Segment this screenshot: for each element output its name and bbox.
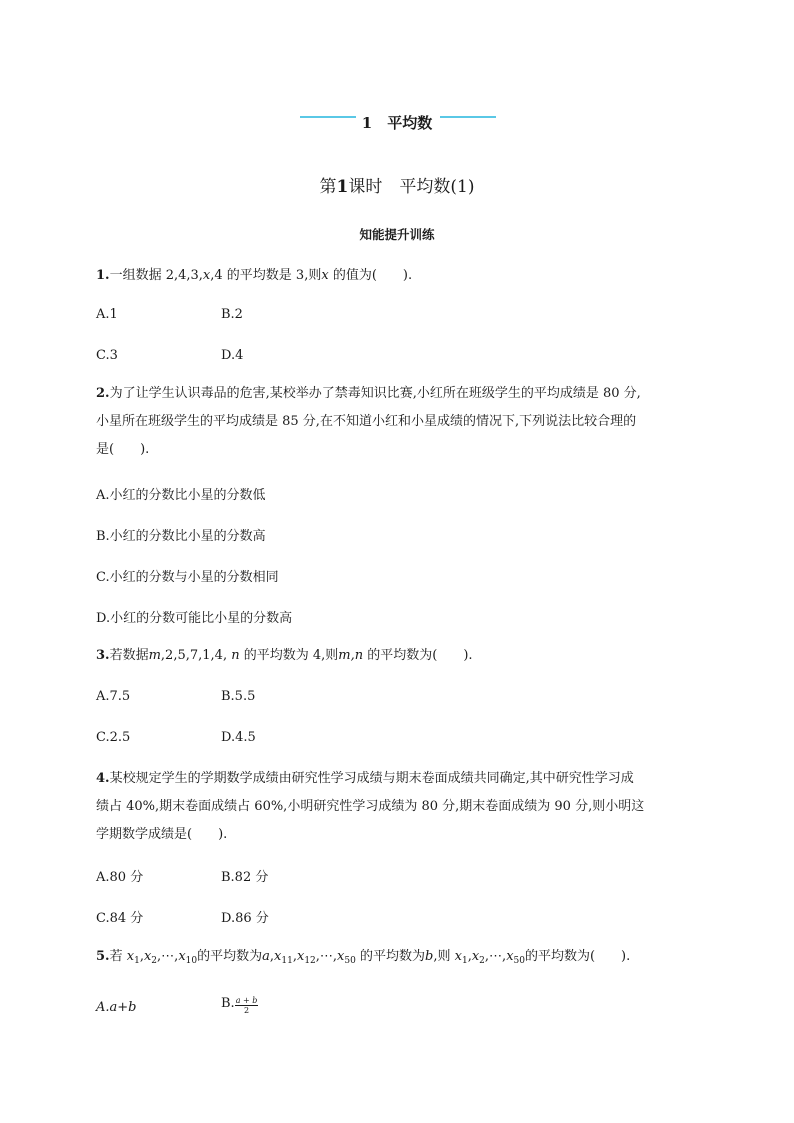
- q4-option-d: D.86 分: [221, 911, 269, 926]
- question-line: [96, 380, 641, 408]
- math-var: m: [148, 648, 161, 663]
- q3-option-a: A.7.5: [96, 689, 131, 704]
- question-text: 的平均数为( ).: [524, 949, 631, 964]
- math-var: x: [178, 949, 186, 964]
- math-var: x: [202, 268, 211, 283]
- separator: ,: [157, 949, 162, 964]
- separator: ,: [332, 949, 338, 964]
- q5-option-a: A.a+b: [96, 1000, 137, 1015]
- q5-option-b: [221, 996, 258, 1015]
- subscript: 1: [461, 956, 468, 966]
- q4-option-b: B.82 分: [221, 870, 269, 885]
- question-text: 一组数据 2,4,3,: [109, 268, 203, 283]
- q1-option-c: C.3: [96, 348, 118, 363]
- q2-option-b: B.小红的分数比小星的分数高: [96, 529, 266, 544]
- q3-option-b: B.5.5: [221, 689, 256, 704]
- question-line: 学期数学成绩是( ).: [96, 827, 228, 842]
- q1-option-a: A.1: [96, 307, 118, 322]
- subscript: 2: [479, 956, 485, 966]
- fraction-numerator: a + b: [235, 996, 258, 1005]
- q1-option-b: B.2: [221, 307, 243, 322]
- question-text: 的平均数为: [359, 949, 425, 964]
- question-2: [96, 380, 641, 464]
- question-5: [96, 943, 630, 975]
- question-number: 3.: [96, 648, 110, 663]
- subscript: 2: [151, 956, 158, 966]
- separator: ,: [139, 949, 144, 964]
- lesson-prefix: 第: [319, 177, 337, 197]
- question-number: 4.: [96, 771, 110, 786]
- fraction: [235, 996, 259, 1015]
- question-4: [96, 765, 644, 849]
- separator: ,: [269, 949, 275, 964]
- option-label: B.: [221, 996, 235, 1011]
- question-text: 若数据: [109, 648, 149, 663]
- math-var: x: [337, 949, 345, 964]
- math-var: x: [126, 949, 135, 964]
- question-text: 为了让学生认识毒品的危害,某校举办了禁毒知识比赛,小红所在班级学生的平均成绩是 80 分,: [109, 386, 641, 401]
- q1-option-d: D.4: [221, 348, 244, 363]
- math-var: x: [471, 949, 480, 964]
- q4-option-c: C.84 分: [96, 911, 144, 926]
- question-text: ,则: [433, 949, 451, 964]
- subscript: 10: [185, 956, 198, 966]
- q4-option-a: A.80 分: [96, 870, 144, 885]
- separator: ,: [467, 949, 472, 964]
- q3-option-d: D.4.5: [221, 730, 256, 745]
- question-line: 是( ).: [96, 442, 150, 457]
- question-text: 的值为( ).: [328, 268, 413, 283]
- question-line: 绩占 40%,期末卷面成绩占 60%,小明研究性学习成绩为 80 分,期末卷面成绩为 90 分,则小明这: [96, 799, 645, 814]
- q2-option-c: C.小红的分数与小星的分数相同: [96, 570, 279, 585]
- math-var: n: [231, 648, 240, 663]
- exercise-subtitle: 知能提升训练: [359, 227, 435, 242]
- question-text: 的平均数为: [197, 949, 263, 964]
- fraction-denominator: 2: [243, 1006, 250, 1015]
- separator: ,: [315, 949, 320, 964]
- separator: ,: [484, 949, 490, 964]
- lesson-rest: 课时 平均数(1): [348, 177, 475, 197]
- math-var: x: [321, 268, 329, 283]
- question-number: 1.: [96, 268, 110, 283]
- separator: ,: [292, 949, 297, 964]
- math-var: x: [296, 949, 305, 964]
- math-var: x: [143, 949, 152, 964]
- question-text: 某校规定学生的学期数学成绩由研究性学习成绩与期末卷面成绩共同确定,其中研究性学习成: [109, 771, 634, 786]
- subscript: 1: [134, 956, 140, 966]
- math-var: x: [274, 949, 282, 964]
- q3-option-c: C.2.5: [96, 730, 131, 745]
- question-number: 2.: [96, 386, 110, 401]
- subscript: 12: [304, 956, 316, 966]
- math-var: x: [454, 949, 462, 964]
- question-text: 若: [109, 949, 123, 964]
- ellipsis: ⋯: [489, 949, 503, 964]
- subscript: 50: [513, 956, 525, 966]
- subscript: 50: [344, 956, 356, 966]
- question-line: 小星所在班级学生的平均成绩是 85 分,在不知道小红和小星成绩的情况下,下列说法比较合理的: [96, 414, 637, 429]
- q2-option-a: A.小红的分数比小星的分数低: [96, 488, 266, 503]
- question-number: 5.: [96, 949, 110, 964]
- math-var: x: [506, 949, 514, 964]
- question-3: [96, 642, 473, 670]
- lesson-title: [0, 172, 794, 197]
- section-title: 1 平均数: [361, 114, 433, 132]
- question-text: ,4 的平均数是 3,则: [210, 268, 322, 283]
- lesson-number: 1: [336, 177, 349, 197]
- math-var: a: [262, 949, 270, 964]
- math-var: b: [425, 949, 434, 964]
- ellipsis: ⋯: [161, 949, 175, 964]
- q2-option-d: D.小红的分数可能比小星的分数高: [96, 611, 293, 626]
- ellipsis: ⋯: [319, 949, 333, 964]
- question-text: ,2,5,7,1,4,: [160, 648, 228, 663]
- subscript: 11: [281, 956, 293, 966]
- question-text: 的平均数为 4,则: [243, 648, 339, 663]
- math-var: m,n: [338, 648, 364, 663]
- question-1: [96, 262, 412, 290]
- question-text: 的平均数为( ).: [367, 648, 473, 663]
- separator: ,: [174, 949, 179, 964]
- separator: ,: [502, 949, 507, 964]
- question-line: [96, 765, 644, 793]
